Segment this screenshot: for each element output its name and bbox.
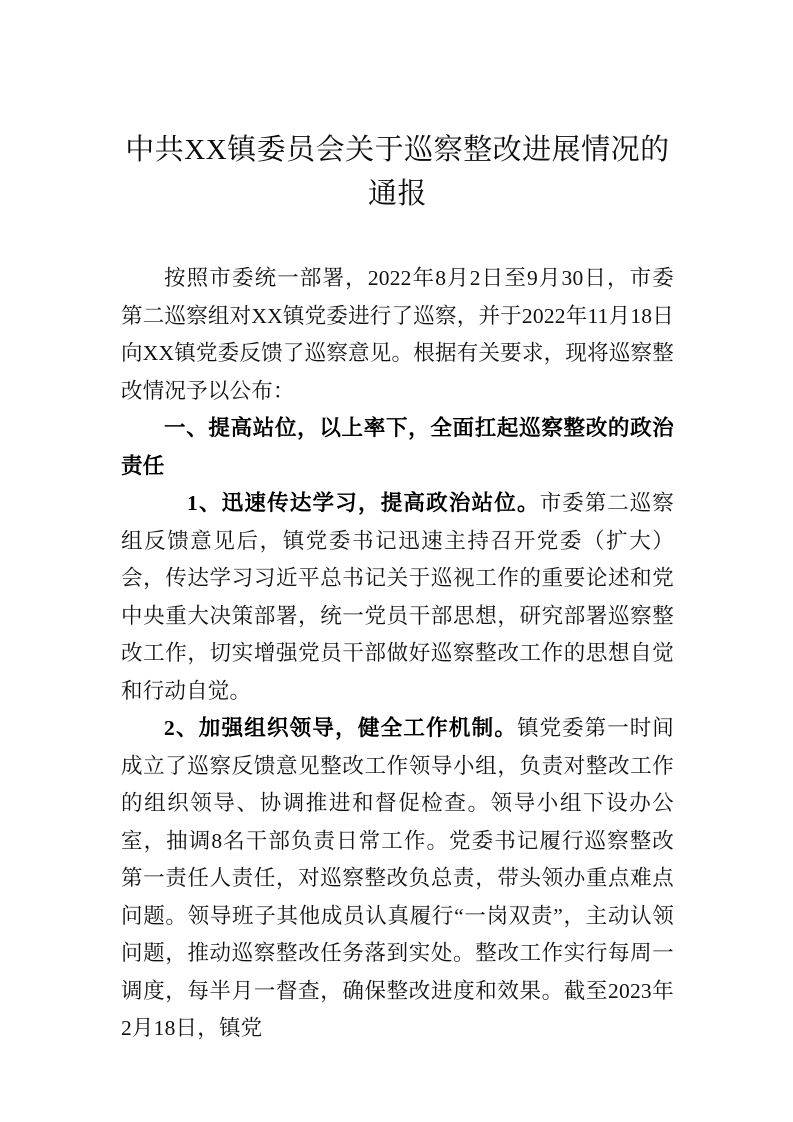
document-body bbox=[121, 216, 674, 1048]
section-heading-1: 一、提高站位，以上率下，全面扛起巡察整改的政治责任 bbox=[121, 416, 674, 478]
item-1-body: 市委第二巡察组反馈意见后，镇党委书记迅速主持召开党委（扩大）会，传达学习习近平总书记关于巡视工作的重要论述和党中央重大决策部署，统一党员干部思想，研究部署巡察整改工作，切实增强党员干部做好巡察整改工作的思想自觉和行动自觉。 bbox=[121, 491, 675, 703]
paragraph-item-2 bbox=[121, 710, 674, 1048]
document-content bbox=[121, 0, 674, 1048]
item-2-lead: 2、加强组织领导，健全工作机制。 bbox=[164, 716, 518, 740]
document-title bbox=[121, 0, 674, 216]
paragraph-intro: 按照市委统一部署，2022年8月2日至9月30日，市委第二巡察组对XX镇党委进行了巡察，并于2022年11月18日向XX镇党委反馈了巡察意见。根据有关要求，现将巡察整改情况予以公布： bbox=[121, 266, 674, 403]
item-2-body: 镇党委第一时间成立了巡察反馈意见整改工作领导小组，负责对整改工作的组织领导、协调推进和督促检查。领导小组下设办公室，抽调8名干部负责日常工作。党委书记履行巡察整改第一责任人责任，对巡察整改负总责，带头领办重点难点问题。领导班子其他成员认真履行“一岗双责”，主动认领问题，推动巡察整改任务落到实处。整改工作实行每周一调度，每半月一督查，确保整改进度和效果。截至2023年2月18日，镇党 bbox=[121, 716, 674, 1040]
item-1-lead: 1、迅速传达学习，提高政治站位。 bbox=[187, 491, 540, 515]
paragraph-item-1 bbox=[121, 485, 674, 710]
document-title-line-2: 通报 bbox=[367, 178, 427, 210]
document-title-line-1: 中共XX镇委员会关于巡察整改进展情况的 bbox=[125, 134, 670, 166]
